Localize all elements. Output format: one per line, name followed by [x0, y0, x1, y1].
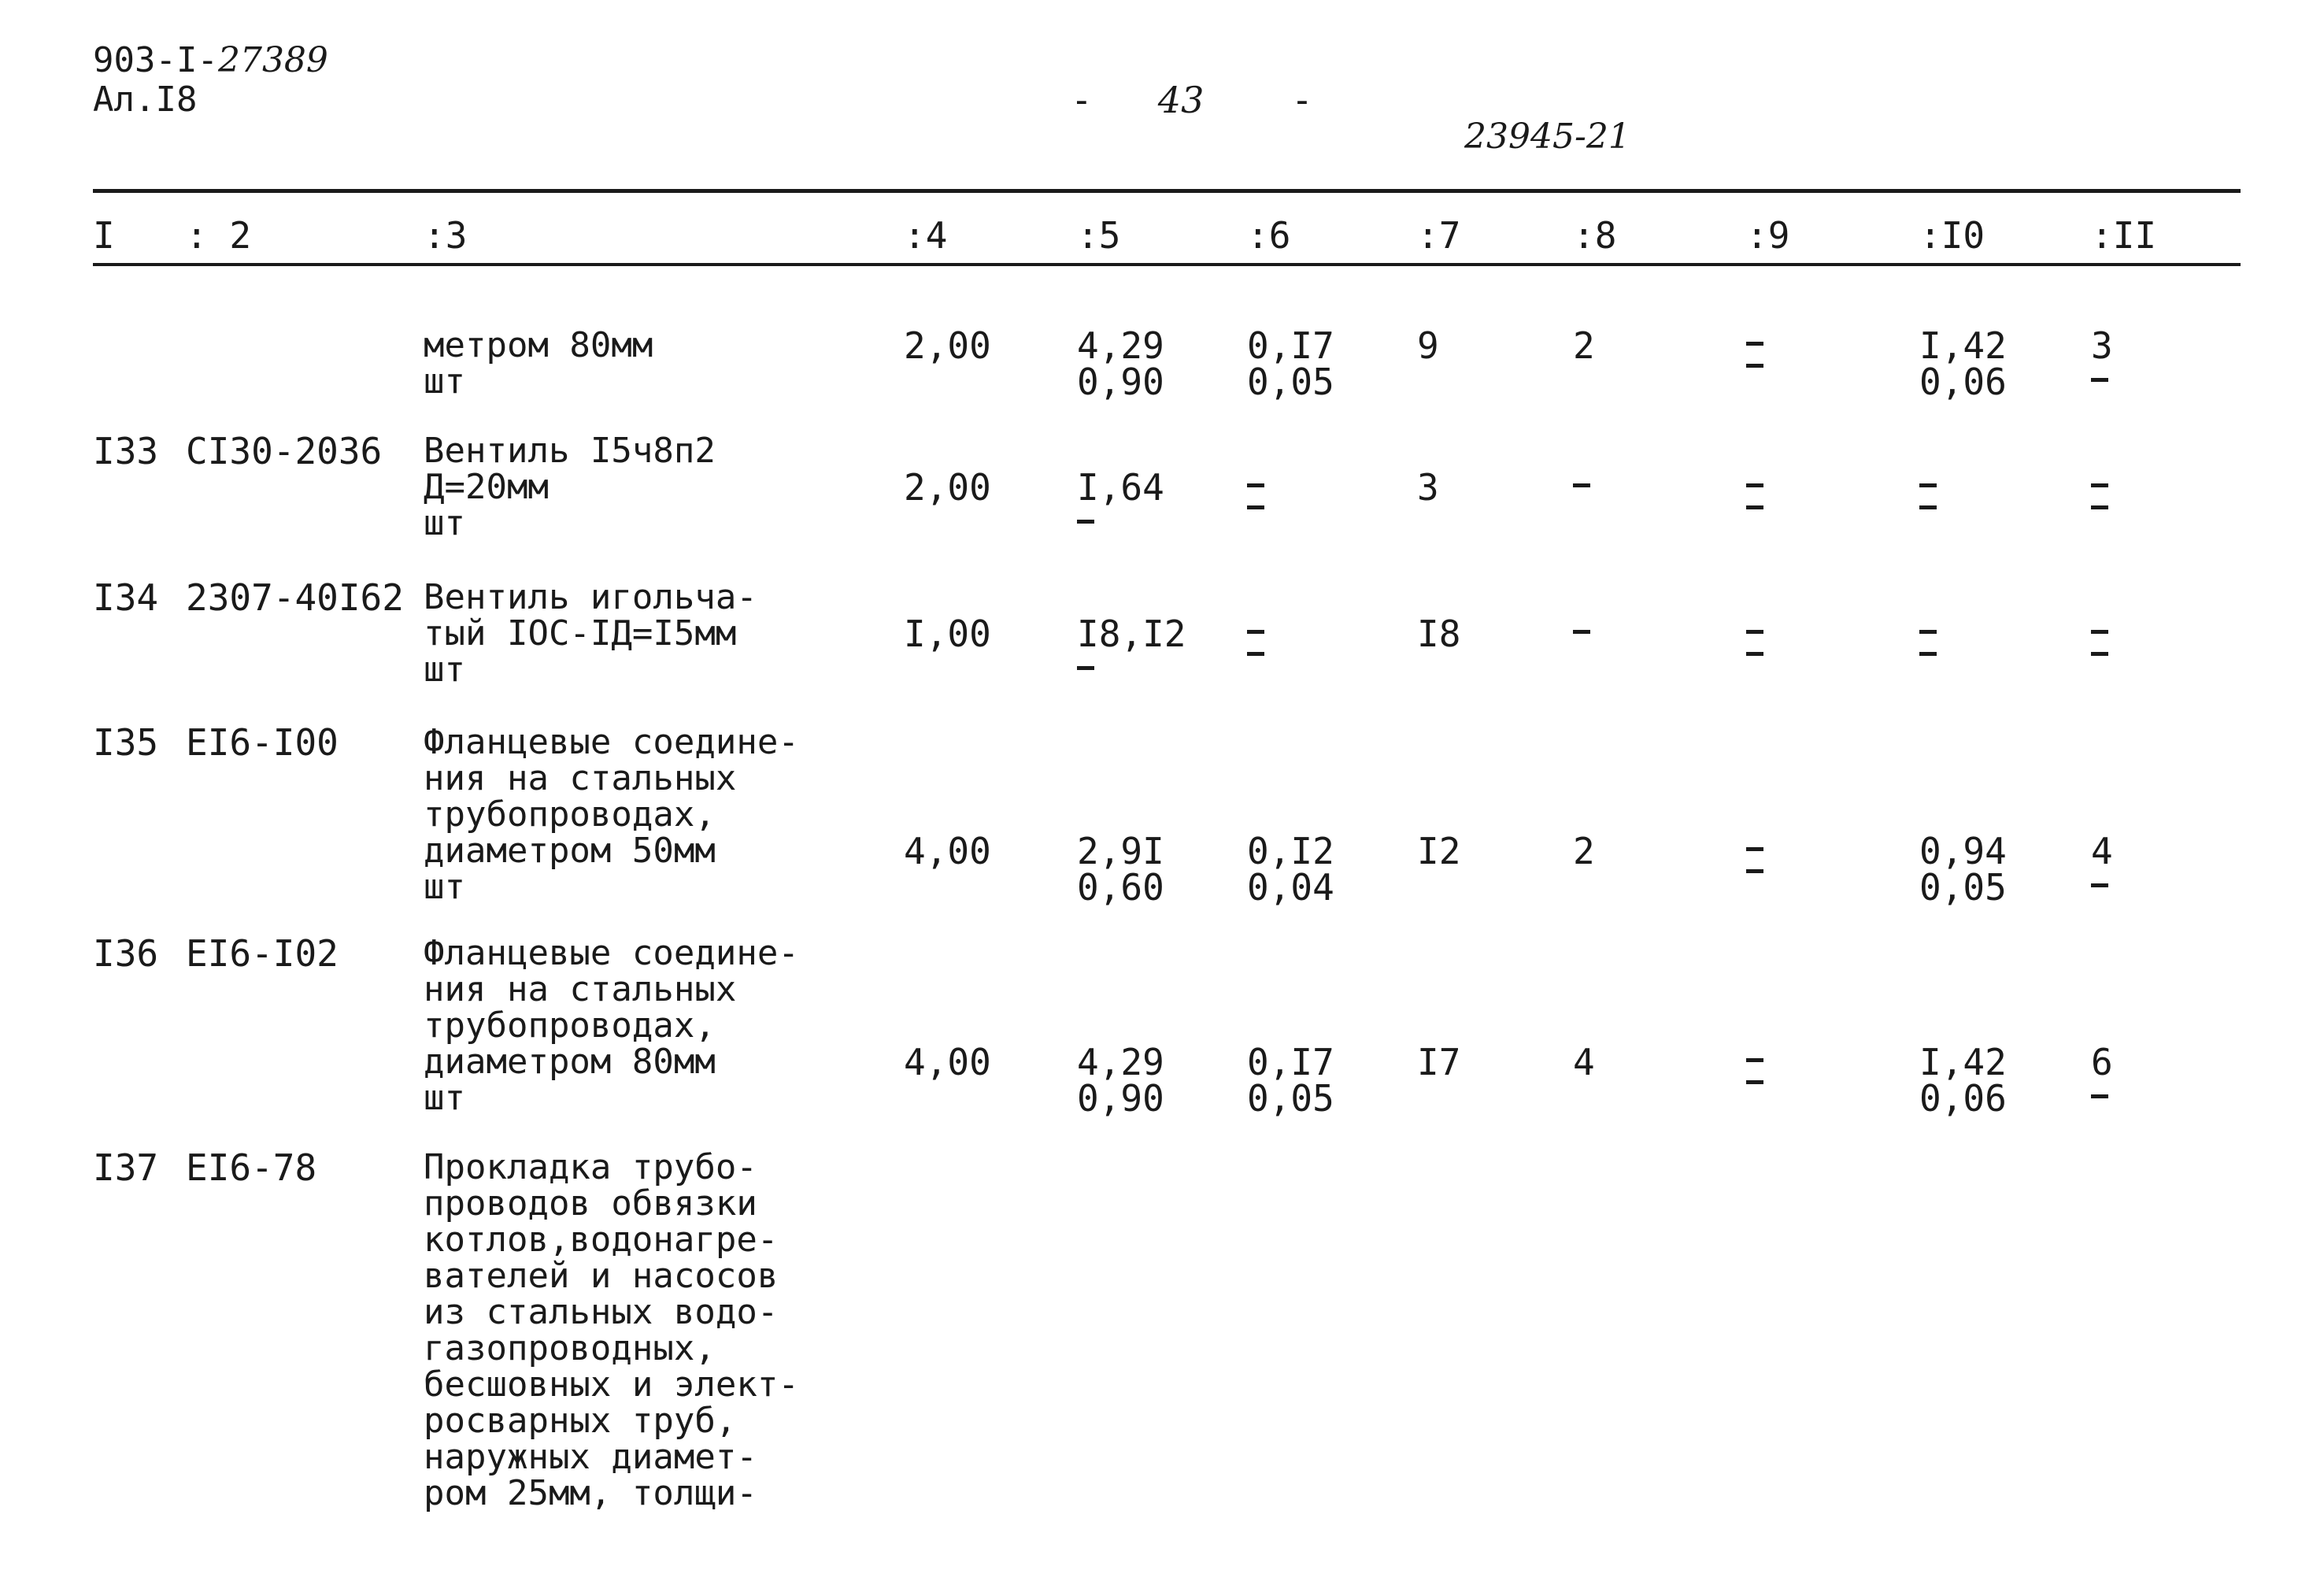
column-header-4: :4 [904, 214, 948, 257]
cell-col-8 [1573, 616, 1590, 652]
cell-col-11 [2091, 324, 2113, 400]
cell-col-11 [2091, 469, 2108, 528]
column-header-7: :7 [1417, 214, 1461, 257]
column-header-5: :5 [1077, 214, 1121, 257]
description-line: росварных труб, [424, 1401, 737, 1441]
cell-value: 4,29 [1077, 1041, 1164, 1083]
cell-value-dash [1746, 483, 1763, 487]
description-line: Вентиль игольча- [424, 577, 757, 617]
cell-col-7 [1417, 613, 1461, 655]
cell-col-4 [904, 466, 991, 509]
row-description [424, 325, 653, 402]
cell-value: 0,I2 [1247, 830, 1334, 872]
cell-col-7 [1417, 324, 1439, 367]
row-code: EI6-I00 [186, 721, 339, 764]
description-line: котлов,водонагре- [424, 1220, 779, 1260]
description-line: Фланцевые соедине- [424, 722, 799, 762]
cell-col-4 [904, 613, 991, 655]
cell-value: 4 [1573, 1041, 1595, 1083]
cell-col-8 [1573, 469, 1590, 505]
description-line: трубопроводах, [424, 1005, 716, 1046]
album-label: Ал.I8 [93, 80, 198, 120]
cell-value: I8 [1417, 613, 1461, 655]
cell-value-dash [1746, 847, 1763, 851]
cell-col-11 [2091, 616, 2108, 674]
description-line: вателей и насосов [424, 1256, 779, 1296]
cell-col-8 [1573, 830, 1595, 872]
cell-value: 0,94 [1919, 830, 2007, 872]
row-description [424, 433, 716, 542]
cell-col-5 [1077, 613, 1186, 688]
cell-col-6 [1247, 616, 1264, 674]
unit-label: шт [424, 1078, 465, 1118]
column-header-2: : 2 [186, 214, 252, 257]
cell-value: I7 [1417, 1041, 1461, 1083]
cell-col-10 [1919, 324, 2007, 403]
cell-col-5 [1077, 324, 1164, 403]
table-header-rule [93, 263, 2241, 266]
cell-value-sub: 0,04 [1247, 866, 1334, 909]
unit-label: шт [424, 867, 465, 907]
cell-col-10 [1919, 1041, 2007, 1120]
cell-value-sub: 0,05 [1247, 1077, 1334, 1120]
page-number: 43 [1157, 79, 1205, 121]
cell-value-dash [1919, 483, 1937, 487]
description-line: диаметром 50мм [424, 831, 716, 871]
row-description [424, 579, 757, 688]
description-line: тый IOC-IД=I5мм [424, 613, 737, 654]
row-description [424, 1147, 799, 1513]
cell-value-sub-dash [2091, 652, 2108, 656]
cell-value-sub-dash [1919, 505, 1937, 509]
table-top-rule [93, 189, 2241, 193]
row-code: EI6-78 [186, 1146, 317, 1189]
row-description [424, 724, 799, 905]
cell-col-10 [1919, 469, 1937, 528]
cell-value: 2,00 [904, 324, 991, 367]
cell-value-dash [1746, 630, 1763, 634]
cell-value-sub-dash [2091, 505, 2108, 509]
cell-value-dash [2091, 630, 2108, 634]
cell-value-sub-dash [1746, 364, 1763, 368]
cell-col-6 [1247, 324, 1334, 403]
cell-value-sub: 0,06 [1919, 1077, 2007, 1120]
cell-col-5 [1077, 1041, 1164, 1120]
cell-value: 0,I7 [1247, 1041, 1334, 1083]
cell-value-dash [2091, 483, 2108, 487]
column-header-10: :I0 [1919, 214, 1985, 257]
cell-value-sub-dash [1919, 652, 1937, 656]
description-line: газопроводных, [424, 1328, 716, 1368]
cell-value: 0,I7 [1247, 324, 1334, 367]
page-dash-left: - [1071, 79, 1093, 121]
cell-col-9 [1746, 1044, 1763, 1102]
cell-value-dash [1573, 630, 1590, 634]
description-line: Прокладка трубо- [424, 1147, 757, 1187]
cell-value-sub-dash [1746, 505, 1763, 509]
description-line: проводов обвязки [424, 1183, 757, 1224]
column-header-8: :8 [1573, 214, 1617, 257]
description-line: бесшовных и элект- [424, 1364, 799, 1405]
row-code: EI6-I02 [186, 932, 339, 975]
document-code: 23945-21 [1464, 117, 1630, 157]
cell-col-7 [1417, 466, 1439, 509]
column-header-9: :9 [1746, 214, 1790, 257]
cell-col-10 [1919, 830, 2007, 909]
row-description [424, 935, 799, 1116]
cell-value-sub-dash [2091, 378, 2108, 382]
unit-label: шт [424, 361, 465, 402]
cell-value: 2 [1573, 324, 1595, 367]
cell-value: 6 [2091, 1041, 2113, 1083]
description-line: Вентиль I5ч8п2 [424, 431, 716, 471]
row-code: 2307-40I62 [186, 576, 404, 619]
cell-col-11 [2091, 830, 2113, 905]
cell-col-4 [904, 1041, 991, 1083]
cell-col-4 [904, 324, 991, 367]
cell-value: I,42 [1919, 324, 2007, 367]
row-number: I37 [93, 1146, 159, 1189]
cell-value-sub: 0,05 [1247, 361, 1334, 403]
cell-col-7 [1417, 830, 1461, 872]
cell-value: 4,29 [1077, 324, 1164, 367]
cell-value: I,00 [904, 613, 991, 655]
page-number-block [1071, 79, 1313, 121]
cell-col-4 [904, 830, 991, 872]
cell-value-sub-dash [1077, 666, 1094, 670]
row-number: I34 [93, 576, 159, 619]
column-header-3: :3 [424, 214, 468, 257]
cell-value-sub-dash [1247, 652, 1264, 656]
cell-value: I,64 [1077, 466, 1164, 509]
cell-col-9 [1746, 833, 1763, 891]
cell-value: 9 [1417, 324, 1439, 367]
cell-value: 3 [1417, 466, 1439, 509]
cell-value-sub-dash [1077, 520, 1094, 524]
cell-value: 2,9I [1077, 830, 1164, 872]
cell-value: I8,I2 [1077, 613, 1186, 655]
description-line: Фланцевые соедине- [424, 933, 799, 973]
unit-label: шт [424, 650, 465, 690]
cell-value-sub-dash [2091, 1094, 2108, 1098]
cell-col-5 [1077, 466, 1164, 542]
unit-label: шт [424, 503, 465, 543]
cell-value-dash [1247, 630, 1264, 634]
cell-col-6 [1247, 469, 1264, 528]
cell-value-sub: 0,90 [1077, 1077, 1164, 1120]
description-line: из стальных водо- [424, 1292, 779, 1332]
cell-col-10 [1919, 616, 1937, 674]
cell-value-sub-dash [1746, 1080, 1763, 1084]
cell-value-sub-dash [2091, 883, 2108, 887]
description-line: наружных диамет- [424, 1437, 757, 1477]
cell-col-6 [1247, 1041, 1334, 1120]
row-number: I36 [93, 932, 159, 975]
column-header-1: I [93, 214, 115, 257]
column-header-6: :6 [1247, 214, 1291, 257]
cell-col-5 [1077, 830, 1164, 909]
cell-value-sub: 0,05 [1919, 866, 2007, 909]
cell-value-sub-dash [1746, 652, 1763, 656]
cell-value-dash [1247, 483, 1264, 487]
cell-value: I2 [1417, 830, 1461, 872]
description-line: диаметром 80мм [424, 1042, 716, 1082]
cell-col-8 [1573, 324, 1595, 367]
cell-value: 4,00 [904, 830, 991, 872]
description-line: ния на стальных [424, 758, 737, 798]
cell-col-8 [1573, 1041, 1595, 1083]
cell-value-dash [1746, 342, 1763, 346]
description-line: ром 25мм, толщи- [424, 1473, 757, 1513]
page-dash-right: - [1291, 79, 1313, 121]
cell-value: 4 [2091, 830, 2113, 872]
cell-value-sub-dash [1247, 505, 1264, 509]
description-line: метром 80мм [424, 325, 653, 365]
cell-col-9 [1746, 469, 1763, 528]
cell-col-6 [1247, 830, 1334, 909]
cell-value: 2 [1573, 830, 1595, 872]
cell-value-sub: 0,90 [1077, 361, 1164, 403]
cell-value: 2,00 [904, 466, 991, 509]
cell-value-dash [1919, 630, 1937, 634]
description-line: ния на стальных [424, 969, 737, 1009]
cell-value-sub-dash [1746, 869, 1763, 873]
row-code: CI30-2036 [186, 430, 383, 472]
document-header [93, 41, 328, 120]
cell-value-sub: 0,06 [1919, 361, 2007, 403]
cell-value-dash [1573, 483, 1590, 487]
cell-col-7 [1417, 1041, 1461, 1083]
series-label: 903-I- [93, 40, 218, 80]
series-handwritten: 27389 [217, 40, 328, 80]
cell-value: I,42 [1919, 1041, 2007, 1083]
cell-col-11 [2091, 1041, 2113, 1116]
cell-col-9 [1746, 616, 1763, 674]
cell-value: 4,00 [904, 1041, 991, 1083]
row-number: I35 [93, 721, 159, 764]
description-line: трубопроводах, [424, 794, 716, 835]
cell-value-dash [1746, 1058, 1763, 1062]
description-line: Д=20мм [424, 467, 549, 507]
cell-value-sub: 0,60 [1077, 866, 1164, 909]
column-header-11: :II [2091, 214, 2157, 257]
row-number: I33 [93, 430, 159, 472]
cell-value: 3 [2091, 324, 2113, 367]
cell-col-9 [1746, 328, 1763, 386]
